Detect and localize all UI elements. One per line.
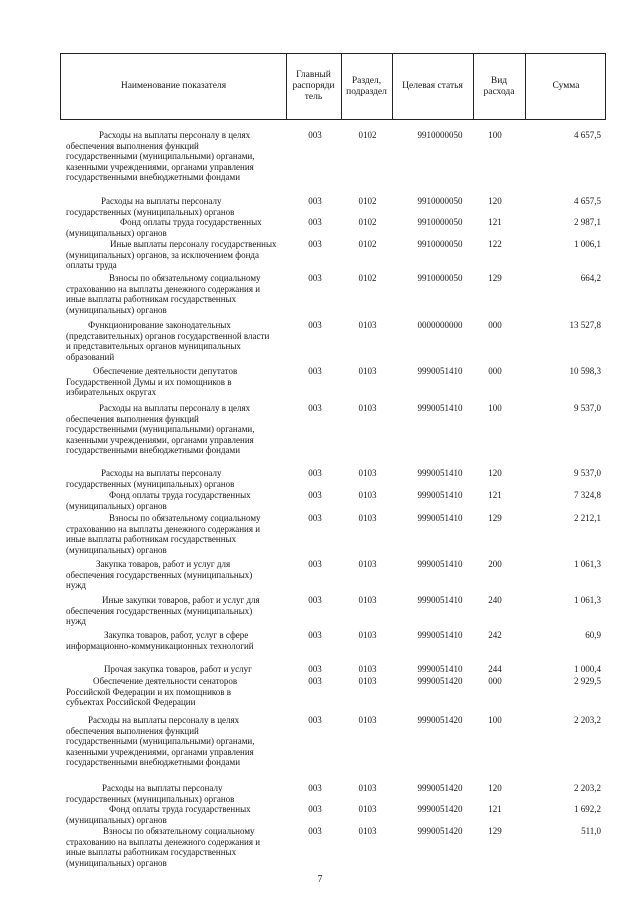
row-target: 9990051420 [417, 676, 463, 686]
page-number: 7 [317, 874, 323, 885]
row-chief: 003 [308, 513, 322, 523]
row-section: 0103 [358, 559, 377, 569]
row-target: 9990051410 [417, 630, 463, 640]
row-sum: 1 061,3 [574, 559, 601, 569]
row-section: 0103 [358, 403, 377, 413]
row-sum: 2 929,5 [574, 676, 601, 686]
row-target: 9990051410 [417, 490, 463, 500]
row-type: 120 [488, 196, 502, 206]
row-target: 9990051420 [417, 715, 463, 725]
row-chief: 003 [308, 664, 322, 674]
row-sum: 2 212,1 [574, 513, 601, 523]
row-chief: 003 [308, 676, 322, 686]
row-chief: 003 [308, 804, 322, 814]
row-chief: 003 [308, 403, 322, 413]
row-sum: 60,9 [585, 630, 601, 640]
row-sum: 9 537,0 [574, 403, 601, 413]
row-type: 200 [488, 559, 502, 569]
row-sum: 664,2 [580, 273, 601, 283]
row-type: 244 [488, 664, 502, 674]
row-sum: 4 657,5 [574, 196, 601, 206]
row-type: 129 [488, 513, 502, 523]
row-chief: 003 [308, 366, 322, 376]
row-name: Фонд оплаты труда государственных (муниципальных) органов [66, 490, 251, 511]
row-section: 0102 [358, 196, 377, 206]
row-target: 9990051410 [417, 559, 463, 569]
header-target: Целевая статья [402, 81, 463, 91]
row-sum: 10 598,3 [569, 366, 601, 376]
row-name: Взносы по обязательному социальному страхованию на выплаты денежного содержания и иные выплаты работникам государственных (муниципальных) органов [66, 513, 261, 555]
row-chief: 003 [308, 217, 322, 227]
row-section: 0103 [358, 320, 377, 330]
row-name: Обеспечение деятельности депутатов Государственной Думы и их помощников в избирательных округах [66, 366, 238, 397]
row-target: 0000000000 [417, 320, 463, 330]
row-target: 9910000050 [417, 130, 463, 140]
row-sum: 2 203,2 [574, 715, 601, 725]
row-sum: 1 006,1 [574, 239, 601, 249]
row-sum: 511,0 [581, 826, 601, 836]
row-section: 0103 [358, 490, 377, 500]
row-sum: 4 657,5 [574, 130, 601, 140]
row-target: 9990051420 [417, 804, 463, 814]
row-sum: 9 537,0 [574, 468, 601, 478]
row-target: 9990051410 [417, 595, 463, 605]
row-type: 000 [488, 676, 502, 686]
row-section: 0103 [358, 783, 377, 793]
row-sum: 2 203,2 [574, 783, 601, 793]
row-name: Закупка товаров, работ и услуг для обеспечения государственных (муниципальных) нужд [66, 559, 253, 590]
row-section: 0103 [358, 630, 377, 640]
row-sum: 1 692,2 [574, 804, 601, 814]
row-type: 122 [488, 239, 502, 249]
row-name: Расходы на выплаты персоналу государственных (муниципальных) органов [66, 468, 235, 489]
row-type: 120 [488, 783, 502, 793]
row-section: 0102 [358, 239, 377, 249]
row-section: 0103 [358, 826, 377, 836]
row-target: 9910000050 [417, 239, 463, 249]
row-section: 0102 [358, 217, 377, 227]
row-sum: 13 527,8 [569, 320, 601, 330]
header-name: Наименование показателя [120, 81, 227, 91]
row-type: 121 [488, 804, 502, 814]
row-name: Расходы на выплаты персоналу государственных (муниципальных) органов [66, 783, 235, 804]
row-section: 0103 [358, 804, 377, 814]
row-target: 9990051410 [417, 403, 463, 413]
row-type: 242 [488, 630, 502, 640]
row-section: 0103 [358, 513, 377, 523]
row-type: 240 [488, 595, 502, 605]
row-name: Фонд оплаты труда государственных (муниципальных) органов [66, 217, 262, 238]
row-target: 9990051410 [417, 468, 463, 478]
row-target: 9990051420 [417, 783, 463, 793]
row-type: 129 [488, 826, 502, 836]
row-section: 0103 [358, 715, 377, 725]
row-section: 0103 [358, 468, 377, 478]
row-chief: 003 [308, 715, 322, 725]
row-type: 100 [488, 715, 502, 725]
row-name: Взносы по обязательному социальному страхованию на выплаты денежного содержания и иные выплаты работникам государственных (муниципальных) органов [66, 273, 261, 315]
row-sum: 1 061,3 [574, 595, 601, 605]
row-type: 121 [488, 217, 502, 227]
row-sum: 1 000,4 [574, 664, 601, 674]
row-chief: 003 [308, 273, 322, 283]
row-type: 000 [488, 366, 502, 376]
header-sum: Сумма [552, 81, 580, 91]
row-name: Взносы по обязательному социальному страхованию на выплаты денежного содержания и иные выплаты работникам государственных (муниципальных) органов [66, 826, 261, 868]
row-chief: 003 [308, 559, 322, 569]
header-type: Вид расхода [483, 75, 515, 97]
table-header [60, 53, 606, 120]
row-name: Расходы на выплаты персоналу в целях обеспечения выполнения функций государственными (муниципальными) органами, казенными учреждениями, органами управления государственными внебюджетными фондами [66, 715, 255, 767]
row-section: 0102 [358, 273, 377, 283]
row-type: 000 [488, 320, 502, 330]
row-target: 9990051410 [417, 366, 463, 376]
row-type: 121 [488, 490, 502, 500]
row-name: Расходы на выплаты персоналу в целях обеспечения выполнения функций государственными (муниципальными) органами, казенными учреждениями, органами управления государственными внебюджетными фондами [66, 403, 255, 455]
row-name: Прочая закупка товаров, работ и услуг [104, 664, 252, 674]
row-target: 9910000050 [417, 217, 463, 227]
row-chief: 003 [308, 490, 322, 500]
row-chief: 003 [308, 630, 322, 640]
row-type: 129 [488, 273, 502, 283]
row-target: 9990051420 [417, 826, 463, 836]
row-section: 0103 [358, 676, 377, 686]
row-chief: 003 [308, 196, 322, 206]
row-sum: 7 324,8 [574, 490, 601, 500]
row-name: Иные выплаты персоналу государственных (муниципальных) органов, за исключением фонда оплаты труда [66, 239, 277, 270]
row-chief: 003 [308, 239, 322, 249]
row-target: 9910000050 [417, 273, 463, 283]
row-sum: 2 987,1 [574, 217, 601, 227]
header-chief: Главный распоряди тель [292, 70, 335, 102]
row-target: 9990051410 [417, 664, 463, 674]
row-name: Фонд оплаты труда государственных (муниципальных) органов [66, 804, 251, 825]
row-chief: 003 [308, 595, 322, 605]
row-name: Расходы на выплаты персоналу в целях обеспечения выполнения функций государственными (муниципальными) органами, казенными учреждениями, органами управления государственными внебюджетными фондами [66, 130, 255, 182]
row-target: 9910000050 [417, 196, 463, 206]
row-target: 9990051410 [417, 513, 463, 523]
header-section: Раздел, подраздел [346, 75, 387, 97]
row-section: 0103 [358, 664, 377, 674]
row-name: Функционирование законодательных (представительных) органов государственной власти и представительных органов муниципальных образований [66, 320, 270, 362]
row-name: Обеспечение деятельности сенаторов Российской Федерации и их помощников в субъектах Российской Федерации [66, 676, 238, 707]
row-chief: 003 [308, 320, 322, 330]
row-type: 100 [488, 403, 502, 413]
row-name: Закупка товаров, работ, услуг в сфере информационно-коммуникационных технологий [66, 630, 254, 651]
row-name: Расходы на выплаты персоналу государственных (муниципальных) органов [66, 196, 235, 217]
row-name: Иные закупки товаров, работ и услуг для обеспечения государственных (муниципальных) нужд [66, 595, 260, 626]
row-section: 0102 [358, 130, 377, 140]
row-section: 0103 [358, 595, 377, 605]
row-type: 120 [488, 468, 502, 478]
row-type: 100 [488, 130, 502, 140]
row-chief: 003 [308, 130, 322, 140]
row-chief: 003 [308, 468, 322, 478]
row-chief: 003 [308, 826, 322, 836]
row-section: 0103 [358, 366, 377, 376]
row-chief: 003 [308, 783, 322, 793]
